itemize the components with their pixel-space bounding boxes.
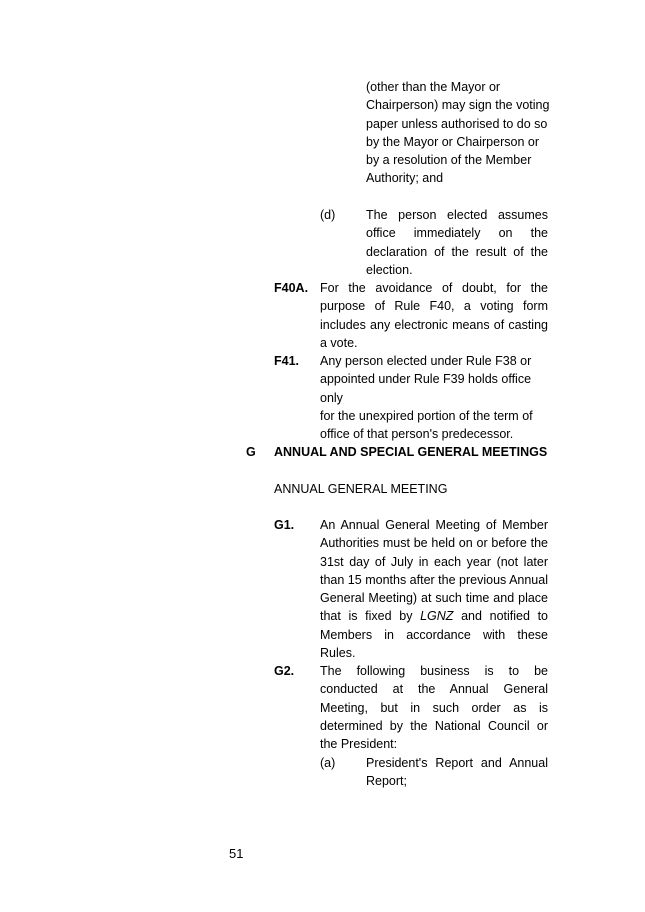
text-line: Any person elected under Rule F38 or (320, 354, 532, 368)
g2-a-text: President's Report and Annual Report; (366, 756, 548, 789)
text-line: Chairperson) may sign the voting (366, 98, 550, 113)
rule-g1-text-part: An Annual General Meeting of Member Authorities must be held on or before the 31st day of July in each year (not later than 15 months after the previous Annual General Meeting) at such time and place that is fixed by (320, 518, 548, 624)
rule-g1-text-part: and notified to Members in accordance with these Rules. (320, 609, 549, 661)
text-line: by a resolution of the Member (366, 153, 532, 168)
text-line: (other than the Mayor or (366, 80, 501, 94)
f40-d-text: The person elected assumes office immediately on the declaration of the result of the election. (366, 208, 548, 277)
rule-g2-label: G2. (274, 664, 295, 678)
text-line: paper unless authorised to do so (366, 116, 548, 131)
rule-g1-text (320, 516, 548, 662)
rule-g1-label: G1. (274, 518, 295, 532)
f40-c-continuation (366, 78, 556, 188)
text-line: Authority; and (366, 171, 444, 186)
lgnz-italic: LGNZ (420, 609, 454, 624)
rule-f41-label: F41. (274, 354, 300, 368)
text-line: office of that person's predecessor. (320, 427, 514, 442)
rule-f40a-label: F40A. (274, 281, 309, 295)
page-number: 51 (229, 846, 244, 861)
section-g-letter: G (246, 445, 256, 459)
annual-general-meeting-subheading: ANNUAL GENERAL MEETING (274, 482, 448, 496)
text-line: for the unexpired portion of the term of (320, 408, 533, 423)
g2-a-label: (a) (320, 756, 336, 770)
section-g-title: ANNUAL AND SPECIAL GENERAL MEETINGS (274, 445, 548, 459)
f40-d-label: (d) (320, 208, 336, 222)
text-line: appointed under Rule F39 holds office only (320, 372, 532, 405)
text-line: by the Mayor or Chairperson or (366, 134, 539, 149)
rule-g2-text: The following business is to be conducted at the Annual General Meeting, but in such order as is determined by the National Council or the President: (320, 664, 548, 752)
rule-f40a-text: For the avoidance of doubt, for the purpose of Rule F40, a voting form includes any electronic means of casting a vote. (320, 281, 548, 350)
rule-f41-text (320, 352, 555, 443)
